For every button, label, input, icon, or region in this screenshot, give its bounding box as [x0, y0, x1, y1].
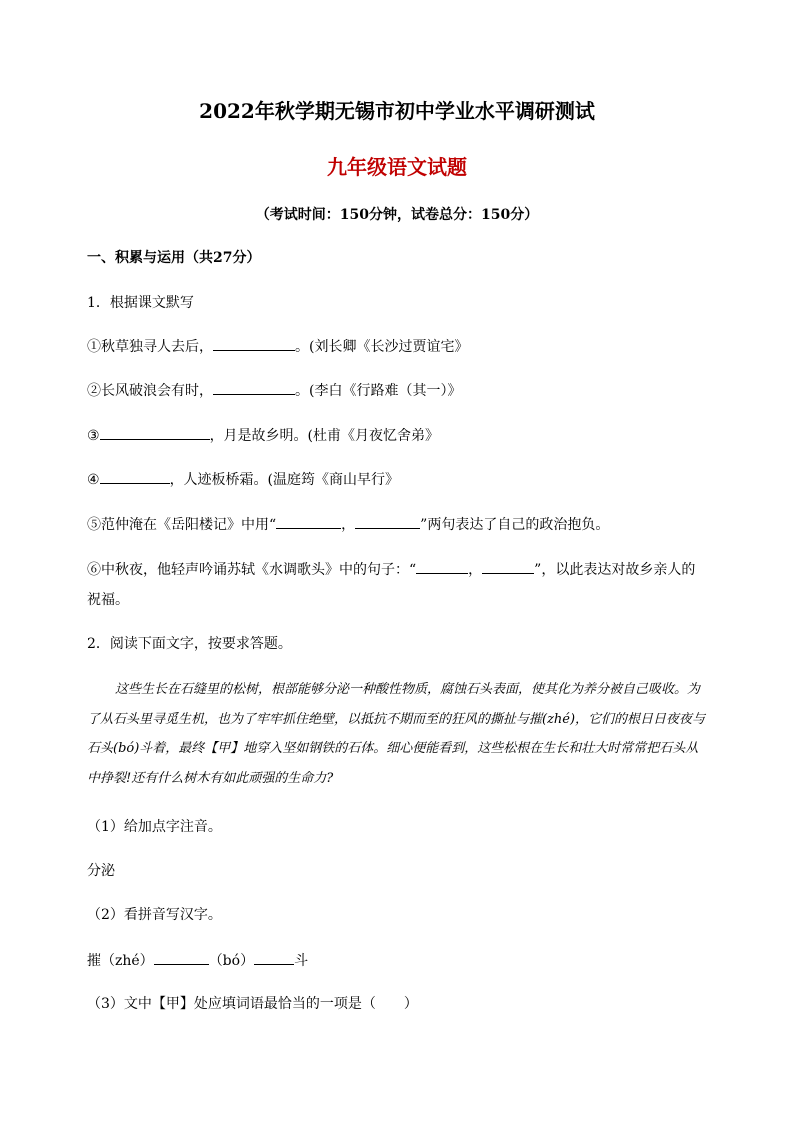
q1-item-6	[87, 559, 727, 580]
q1-item-5-text: ⑤范仲淹在《岳阳楼记》中用“	[87, 517, 277, 533]
q2-sub-2: （2）看拼音写汉字。	[87, 907, 222, 923]
q1-item-2-source: 。(李白《行路难（其一）》	[295, 383, 462, 399]
q2-sub-2-second-pinyin: （bó）	[208, 953, 255, 969]
q1-item-5	[87, 514, 727, 535]
answer-blank[interactable]	[213, 380, 295, 395]
q1-item-5-tail: ”两句表达了自己的政治抱负。	[420, 517, 610, 533]
q1-item-2	[87, 380, 727, 401]
q2-sub-2-tail: 斗	[294, 953, 309, 969]
q2-sub-3: （3）文中【甲】处应填词语最恰当的一项是（ ）	[87, 996, 418, 1012]
q1-item-1-text: ①秋草独寻人去后，	[87, 339, 213, 355]
answer-blank[interactable]	[100, 425, 210, 440]
q1-item-3	[87, 425, 727, 446]
answer-blank[interactable]	[254, 950, 294, 965]
q1-item-6-continuation: 祝福。	[87, 592, 129, 608]
q2-sub-1-word: 分泌	[87, 863, 115, 879]
q2-sub-2-items	[87, 950, 727, 971]
q1-item-4-number: ④	[87, 472, 100, 488]
q1-item-5-comma: ，	[341, 517, 356, 533]
answer-blank[interactable]	[154, 950, 209, 965]
answer-blank[interactable]	[482, 559, 534, 574]
q1-item-3-number: ③	[87, 428, 100, 444]
q1-item-1-source: 。(刘长卿《长沙过贾谊宅》	[295, 339, 469, 355]
section-heading: 一、积累与运用（共27分）	[87, 250, 261, 266]
answer-blank[interactable]	[416, 559, 468, 574]
q1-item-2-text: ②长风破浪会有时，	[87, 383, 213, 399]
answer-blank[interactable]	[355, 514, 420, 529]
q2-sub-1: （1）给加点字注音。	[87, 819, 222, 835]
q1-item-6-text: ⑥中秋夜，他轻声吟诵苏轼《水调歌头》中的句子：“	[87, 562, 417, 578]
q1-item-3-text: ，月是故乡明。(杜甫《月夜忆舍弟》	[209, 428, 440, 444]
q1-item-1	[87, 336, 727, 357]
q1-item-6-comma: ，	[468, 562, 483, 578]
exam-info: （考试时间：150分钟，试卷总分：150分）	[255, 207, 539, 223]
exam-title: 2022年秋学期无锡市初中学业水平调研测试	[199, 99, 595, 123]
question-1-heading: 1．根据课文默写	[87, 295, 194, 311]
question-2-heading: 2．阅读下面文字，按要求答题。	[87, 636, 292, 652]
reading-passage: 这些生长在石缝里的松树，根部能够分泌一种酸性物质，腐蚀石头表面，使其化为养分被自己吸收。为了从石头里寻觅生机，也为了牢牢抓住绝壁，以抵抗不期而至的狂风的撕扯与摧(zhé)，它们的根日日夜夜与石头(bó)斗着，最终【甲】地穿入坚如钢铁的石体。细心便能看到，这些松根在生长和壮大时常常把石头从中挣裂!还有什么树木有如此顽强的生命力?	[87, 682, 706, 786]
q2-sub-2-first-pinyin: 摧（zhé）	[87, 953, 154, 969]
answer-blank[interactable]	[276, 514, 341, 529]
q1-item-4-text: ，人迹板桥霜。(温庭筠《商山早行》	[169, 472, 400, 488]
answer-blank[interactable]	[213, 336, 295, 351]
q1-item-4	[87, 469, 727, 490]
exam-subtitle: 九年级语文试题	[327, 155, 467, 179]
q1-item-6-tail: ”，以此表达对故乡亲人的	[534, 562, 696, 578]
answer-blank[interactable]	[100, 469, 170, 484]
